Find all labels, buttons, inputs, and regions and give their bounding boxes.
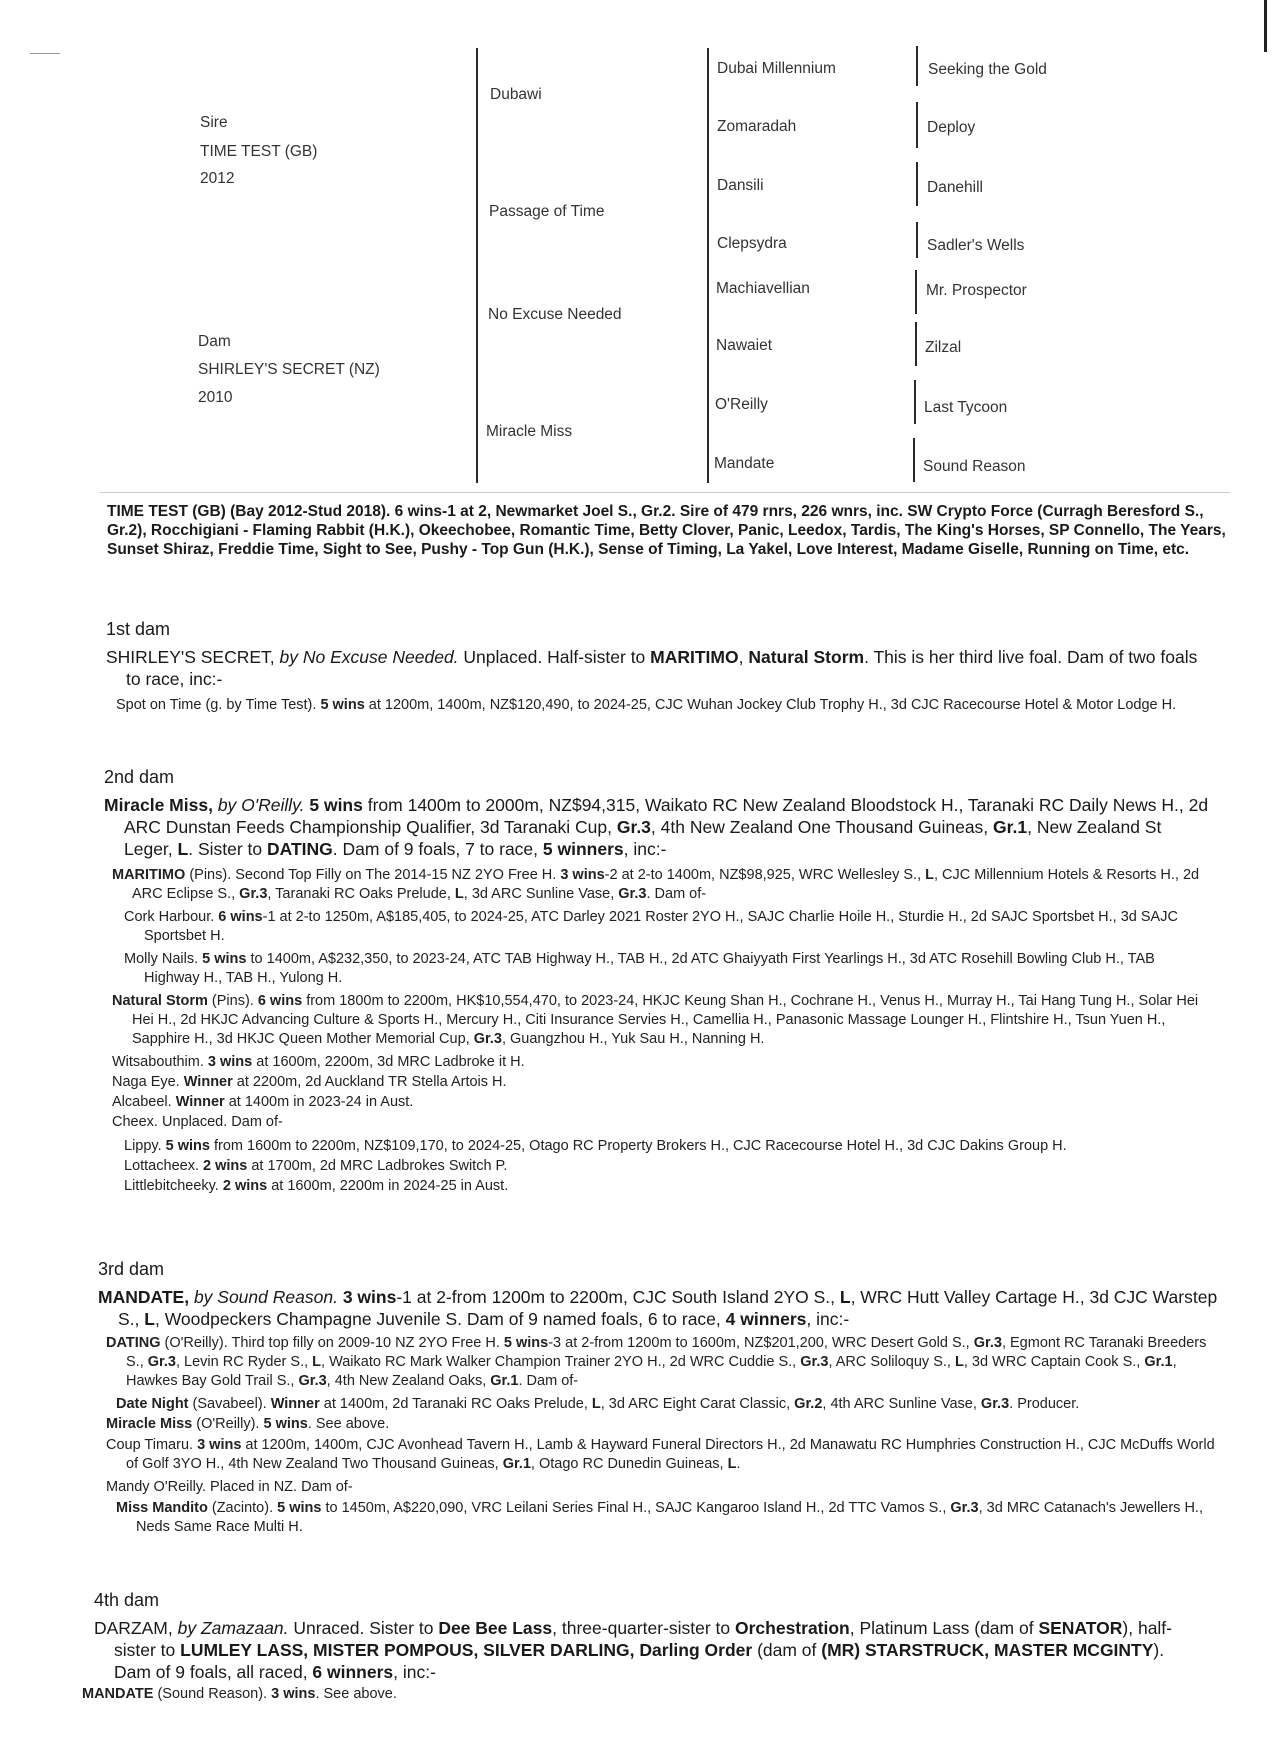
gen2-name: No Excuse Needed [488, 306, 622, 323]
group-level: L [925, 867, 934, 883]
progeny-text: , 3d WRC Captain Cook S., [963, 1354, 1145, 1370]
pedigree-divider [914, 380, 916, 424]
progeny-wins: Winner [175, 1094, 225, 1110]
progeny-entry [104, 1137, 1214, 1156]
dam-text: , WRC Hutt Valley Cartage H., 3d CJC Warstep S., [118, 1287, 1218, 1329]
dam-text: Unraced. Sister to [288, 1618, 439, 1638]
progeny-wins: 3 wins [560, 867, 605, 883]
progeny-text: to 1400m, A$232,350, to 2023-24, ATC TAB Highway H., TAB H., 2d ATC Ghaiyyath First Yearlings H., 3d ATC Rosehill Bowling Club H., TAB Highway H., TAB H., Yulong H. [144, 951, 1155, 986]
progeny-text: , Guangzhou H., Yuk Sau H., Nanning H. [501, 1031, 765, 1047]
progeny-wins: 5 wins [263, 1416, 308, 1432]
progeny-text: at 1200m, 1400m, CJC Avonhead Tavern H., Lamb & Hayward Funeral Directors H., 2d Manawatu RC Humphries Construction H., CJC McDuffs World of Golf 3YO H., 4th New Zealand Two Thousand Guineas, [126, 1437, 1215, 1472]
gen4-name: Deploy [927, 119, 976, 136]
dam-paragraph [104, 794, 1214, 860]
progeny-name: Witsabouthim. [112, 1054, 208, 1070]
sire-label: Sire [200, 114, 228, 131]
gen4-name: Mr. Prospector [926, 282, 1027, 299]
dam-text: , three-quarter-sister to [552, 1618, 735, 1638]
group-level: L [954, 1354, 964, 1370]
progeny-text: . [736, 1456, 741, 1472]
dam-text: , 4th New Zealand One Thousand Guineas, [650, 817, 994, 837]
dam-wins: 5 wins [309, 795, 363, 815]
gen2-name: Miracle Miss [486, 423, 573, 440]
progeny-text: , Egmont RC Taranaki Breeders S., [126, 1335, 1207, 1370]
dam-text: . Dam of 9 foals, 7 to race, [332, 839, 543, 859]
progeny-text: (Sound Reason). [153, 1686, 272, 1702]
dam-sire: by Zamazaan. [177, 1618, 289, 1638]
pedigree-divider [916, 102, 918, 148]
gen4-name: Sound Reason [923, 458, 1026, 475]
progeny-name: MANDATE [82, 1686, 154, 1702]
dam-paragraph [106, 646, 1206, 690]
progeny-text: , 3d ARC Eight Carat Classic, [600, 1396, 795, 1412]
progeny-entry [104, 1113, 1214, 1132]
gen3-name: Nawaiet [716, 337, 772, 354]
progeny-name: Molly Nails. [124, 951, 203, 967]
group-level: Gr.3 [800, 1354, 829, 1370]
group-level: Gr.3 [473, 1031, 502, 1047]
progeny-text: , 3d ARC Sunline Vase, [463, 886, 619, 902]
progeny-text: . Producer. [1009, 1396, 1080, 1412]
progeny-text: (Savabeel). [188, 1396, 271, 1412]
gen2-name: Dubawi [490, 86, 542, 103]
dam-name: DARZAM, [94, 1618, 173, 1638]
sibling-name: Natural Storm [748, 647, 865, 667]
sibling-name: MARITIMO [650, 647, 739, 667]
third-dam-section [0, 1259, 1275, 1541]
progeny-name: MARITIMO [112, 867, 186, 883]
dam-year: 2010 [198, 389, 233, 406]
sibling-name: (MR) STARSTRUCK, MASTER MCGINTY [821, 1640, 1154, 1660]
progeny-wins: 2 wins [222, 1178, 268, 1194]
progeny-text: -1 at 2-to 1250m, A$185,405, to 2024-25, ATC Darley 2021 Roster 2YO H., SAJC Charlie Hoile H., Sturdie H., 2d SAJC Sportsbet H., 3d SAJC Sportsbet H. [144, 909, 1178, 944]
dam-text: , Woodpeckers Champagne Juvenile S. Dam of 9 named foals, 6 to race, [154, 1309, 726, 1329]
group-level: Gr.1 [502, 1456, 531, 1472]
group-level: Gr.3 [616, 817, 651, 837]
progeny-entry [104, 1073, 1214, 1092]
dam-sire: by No Excuse Needed. [279, 647, 459, 667]
dam-text: , New Zealand St Leger, [124, 817, 1162, 859]
separator: , [738, 647, 749, 667]
progeny-text: from 1600m to 2200m, NZ$109,170, to 2024-25, Otago RC Property Brokers H., CJC Racecourse Hotel H., 3d CJC Dakins Group H. [209, 1138, 1067, 1154]
dam-name: MANDATE, [98, 1287, 190, 1307]
winner-count: 6 winners [312, 1662, 394, 1682]
progeny-text: (g. by Time Test). [201, 697, 321, 713]
progeny-entry [98, 1395, 1218, 1414]
progeny-entry [116, 696, 1206, 715]
gen3-name: Dubai Millennium [717, 60, 836, 77]
progeny-text: at 1600m, 2200m in 2024-25 in Aust. [267, 1178, 509, 1194]
pedigree-divider [476, 48, 478, 483]
gen4-name: Sadler's Wells [927, 237, 1025, 254]
sire-name: TIME TEST (GB) [200, 143, 318, 160]
group-level: L [727, 1456, 737, 1472]
group-level: Gr.3 [980, 1396, 1010, 1412]
progeny-text: , Hawkes Bay Gold Trail S., [126, 1354, 1177, 1389]
dam-text: , inc:- [623, 839, 667, 859]
dam-sire: by O'Reilly. [217, 795, 305, 815]
progeny-name: Mandy O'Reilly. Placed in NZ. Dam of- [106, 1479, 353, 1495]
progeny-name: Lottacheex. [124, 1158, 203, 1174]
gen3-name: Dansili [717, 177, 764, 194]
gen4-name: Zilzal [925, 339, 962, 356]
sire-year: 2012 [200, 170, 235, 187]
pedigree-divider [707, 48, 709, 483]
progeny-wins: 3 wins [197, 1437, 242, 1453]
dam-text: ). Dam of 9 foals, all raced, [114, 1640, 1165, 1682]
progeny-text: , CJC Millennium Hotels & Resorts H., 2d ARC Eclipse S., [132, 867, 1200, 902]
progeny-entry [98, 1478, 1218, 1497]
gen3-name: Machiavellian [716, 280, 810, 297]
progeny-name: Natural Storm [112, 993, 208, 1009]
group-level: Gr.3 [239, 886, 268, 902]
pedigree-bottom-rule [100, 492, 1230, 493]
pedigree-divider [916, 222, 918, 258]
sibling-name: SENATOR [1038, 1618, 1123, 1638]
progeny-entry [104, 992, 1214, 1049]
progeny-entry [98, 1499, 1218, 1537]
progeny-text: at 1200m, 1400m, NZ$120,490, to 2024-25, CJC Wuhan Jockey Club Trophy H., 3d CJC Racecourse Hotel & Motor Lodge H. [364, 697, 1177, 713]
progeny-entry [104, 1053, 1214, 1072]
second-dam-section [0, 767, 1275, 1197]
top-rule [30, 53, 60, 54]
progeny-name: Miracle Miss [106, 1416, 193, 1432]
group-level: L [144, 1309, 155, 1329]
progeny-name: Naga Eye. [112, 1074, 184, 1090]
group-level: Gr.3 [147, 1354, 176, 1370]
group-level: Gr.1 [1144, 1354, 1173, 1370]
progeny-name: Littlebitcheeky. [124, 1178, 223, 1194]
progeny-name: Alcabeel. [112, 1094, 176, 1110]
dam-name: SHIRLEY'S SECRET, [106, 647, 275, 667]
dam-text: , Platinum Lass (dam of [849, 1618, 1039, 1638]
dam-paragraph [94, 1617, 1204, 1683]
progeny-entry [98, 1436, 1218, 1474]
group-level: L [177, 839, 189, 859]
progeny-text: (O'Reilly). Third top filly on 2009-10 NZ 2YO Free H. [160, 1335, 504, 1351]
dam-text: . Sister to [188, 839, 268, 859]
progeny-text: (Zacinto). [207, 1500, 278, 1516]
group-level: Gr.3 [973, 1335, 1002, 1351]
progeny-text: at 1700m, 2d MRC Ladbrokes Switch P. [247, 1158, 508, 1174]
scan-edge-mark [1264, 0, 1267, 52]
progeny-text: (Pins). [207, 993, 258, 1009]
progeny-wins: 6 wins [218, 909, 263, 925]
pedigree-divider [915, 322, 917, 366]
pedigree-divider [915, 270, 917, 314]
progeny-text: , Waikato RC Mark Walker Champion Trainer 2YO H., 2d WRC Cuddie S., [321, 1354, 801, 1370]
progeny-entry [104, 866, 1214, 904]
gen4-name: Last Tycoon [924, 399, 1008, 416]
gen3-name: Clepsydra [717, 235, 787, 252]
dam-text: , inc:- [806, 1309, 850, 1329]
dam-label: Dam [198, 333, 231, 350]
dam-name: SHIRLEY'S SECRET (NZ) [198, 361, 380, 378]
winner-count: 5 winners [542, 839, 624, 859]
progeny-wins: Winner [270, 1396, 320, 1412]
progeny-wins: 2 wins [203, 1158, 248, 1174]
gen4-name: Seeking the Gold [928, 61, 1047, 78]
progeny-entry [82, 1685, 1204, 1704]
pedigree-divider [913, 438, 915, 482]
progeny-wins: 5 wins [503, 1335, 549, 1351]
progeny-text: , Levin RC Ryder S., [175, 1354, 313, 1370]
fourth-dam-section [0, 1590, 1275, 1708]
group-level: Gr.2 [794, 1396, 823, 1412]
sire-summary: TIME TEST (GB) (Bay 2012-Stud 2018). 6 wins-1 at 2, Newmarket Joel S., Gr.2. Sire of 479 rnrs, 226 wnrs, inc. SW Crypto Force (Curragh Beresford S., Gr.2), Rocchigiani - Flaming Rabbit (H.K.), Okeechobee, Romantic Time, Betty Clover, Panic, Leedox, Tardis, The King's Horses, SP Connello, The Years, Sunset Shiraz, Freddie Time, Sight to See, Pushy - Top Gun (H.K.), Sense of Timing, La Yakel, Love Interest, Madame Giselle, Running on Time, etc. [107, 503, 1226, 558]
progeny-wins: 5 wins [320, 697, 365, 713]
gen3-name: O'Reilly [715, 396, 768, 413]
group-level: L [591, 1396, 601, 1412]
winner-count: 4 winners [725, 1309, 807, 1329]
group-level: Gr.1 [490, 1373, 519, 1389]
sibling-name: Orchestration [735, 1618, 850, 1638]
progeny-text: . See above. [315, 1686, 397, 1702]
sibling-name: Dee Bee Lass [438, 1618, 553, 1638]
group-level: Gr.1 [993, 817, 1028, 837]
group-level: L [454, 886, 464, 902]
progeny-text: (O'Reilly). [192, 1416, 264, 1432]
progeny-text: at 1400m, 2d Taranaki RC Oaks Prelude, [319, 1396, 592, 1412]
progeny-entry [104, 1177, 1214, 1196]
group-level: L [312, 1354, 322, 1370]
progeny-text: at 1600m, 2200m, 3d MRC Ladbroke it H. [252, 1054, 525, 1070]
progeny-entry [104, 1093, 1214, 1112]
dam-text: ), half-sister to [114, 1618, 1173, 1660]
progeny-text: -3 at 2-from 1200m to 1600m, NZ$201,200, WRC Desert Gold S., [548, 1335, 974, 1351]
first-dam-section [0, 619, 1275, 719]
group-level: Gr.3 [298, 1373, 327, 1389]
progeny-entry [104, 908, 1214, 946]
section-heading: 4th dam [94, 1590, 160, 1610]
progeny-text: . Dam of- [646, 886, 707, 902]
progeny-wins: 6 wins [257, 993, 303, 1009]
dam-text: Unplaced. Half-sister to [458, 647, 651, 667]
progeny-text: to 1450m, A$220,090, VRC Leilani Series Final H., SAJC Kangaroo Island H., 2d TTC Vamos S., [321, 1500, 951, 1516]
progeny-wins: 3 wins [271, 1686, 316, 1702]
progeny-wins: 5 wins [277, 1500, 322, 1516]
progeny-name: Date Night [116, 1396, 189, 1412]
progeny-text: from 1800m to 2200m, HK$10,554,470, to 2023-24, HKJC Keung Shan H., Cochrane H., Venus H., Murray H., Tai Hang Tung H., Solar Hei Hei H., 2d HKJC Advancing Culture & Sports H., Mercury H., Citi Insurance Servies H., Camellia H., Panasonic Massage Lounger H., Flintshire H., Tsun Yuen H., Sapphire H., 3d HKJC Queen Mother Memorial Cup, [132, 993, 1199, 1047]
progeny-entry [104, 950, 1214, 988]
progeny-name: Cork Harbour. [124, 909, 219, 925]
section-heading: 1st dam [106, 619, 171, 639]
dam-text: (dam of [752, 1640, 822, 1660]
progeny-text: . See above. [307, 1416, 390, 1432]
progeny-name: Coup Timaru. [106, 1437, 198, 1453]
dam-text: , inc:- [393, 1662, 436, 1682]
progeny-entry [98, 1415, 1218, 1434]
progeny-text: , 4th ARC Sunline Vase, [822, 1396, 981, 1412]
progeny-text: , ARC Soliloquy S., [828, 1354, 955, 1370]
dam-text: . This is her third live foal. Dam of two foals to race, inc:- [126, 647, 1198, 689]
gen3-name: Mandate [714, 455, 775, 472]
section-heading: 2nd dam [104, 767, 175, 787]
dam-sire: by Sound Reason. [193, 1287, 338, 1307]
progeny-entry [98, 1334, 1218, 1391]
dam-name: Miracle Miss, [104, 795, 213, 815]
dam-wins: 3 wins [342, 1287, 397, 1307]
group-level: L [839, 1287, 851, 1307]
progeny-wins: 5 wins [202, 951, 247, 967]
gen2-name: Passage of Time [489, 203, 605, 220]
group-level: Gr.3 [950, 1500, 979, 1516]
dam-text: -1 at 2-from 1200m to 2200m, CJC South Island 2YO S., [396, 1287, 840, 1307]
gen4-name: Danehill [927, 179, 984, 196]
pedigree-divider [916, 46, 918, 86]
progeny-name: Miss Mandito [116, 1500, 208, 1516]
progeny-wins: 5 wins [165, 1138, 210, 1154]
sibling-name: DATING [267, 839, 333, 859]
progeny-text: , Otago RC Dunedin Guineas, [530, 1456, 728, 1472]
progeny-text: , 4th New Zealand Oaks, [326, 1373, 491, 1389]
dam-text: from 1400m to 2000m, NZ$94,315, Waikato RC New Zealand Bloodstock H., Taranaki RC Daily News H., 2d ARC Dunstan Feeds Championship Qualifier, 3d Taranaki Cup, [124, 795, 1209, 837]
dam-paragraph [98, 1286, 1218, 1330]
pedigree-divider [916, 162, 918, 206]
progeny-text: (Pins). Second Top Filly on The 2014-15 NZ 2YO Free H. [185, 867, 561, 883]
progeny-text: , Taranaki RC Oaks Prelude, [267, 886, 455, 902]
progeny-wins: Winner [183, 1074, 233, 1090]
sibling-name: LUMLEY LASS, MISTER POMPOUS, SILVER DARLING, Darling Order [180, 1640, 753, 1660]
group-level: Gr.3 [618, 886, 647, 902]
progeny-text: . Dam of- [518, 1373, 579, 1389]
progeny-text: at 1400m in 2023-24 in Aust. [224, 1094, 414, 1110]
progeny-text: -2 at 2-to 1400m, NZ$98,925, WRC Wellesley S., [604, 867, 926, 883]
progeny-name: Lippy. [124, 1138, 166, 1154]
progeny-entry [104, 1157, 1214, 1176]
progeny-text: , 3d MRC Catanach's Jewellers H., Neds Same Race Multi H. [136, 1500, 1203, 1535]
gen3-name: Zomaradah [717, 118, 797, 135]
progeny-name: DATING [106, 1335, 161, 1351]
progeny-wins: 3 wins [207, 1054, 253, 1070]
progeny-name: Cheex. Unplaced. Dam of- [112, 1114, 283, 1130]
progeny-text: at 2200m, 2d Auckland TR Stella Artois H. [232, 1074, 507, 1090]
progeny-name: Spot on Time [116, 697, 202, 713]
section-heading: 3rd dam [98, 1259, 165, 1279]
